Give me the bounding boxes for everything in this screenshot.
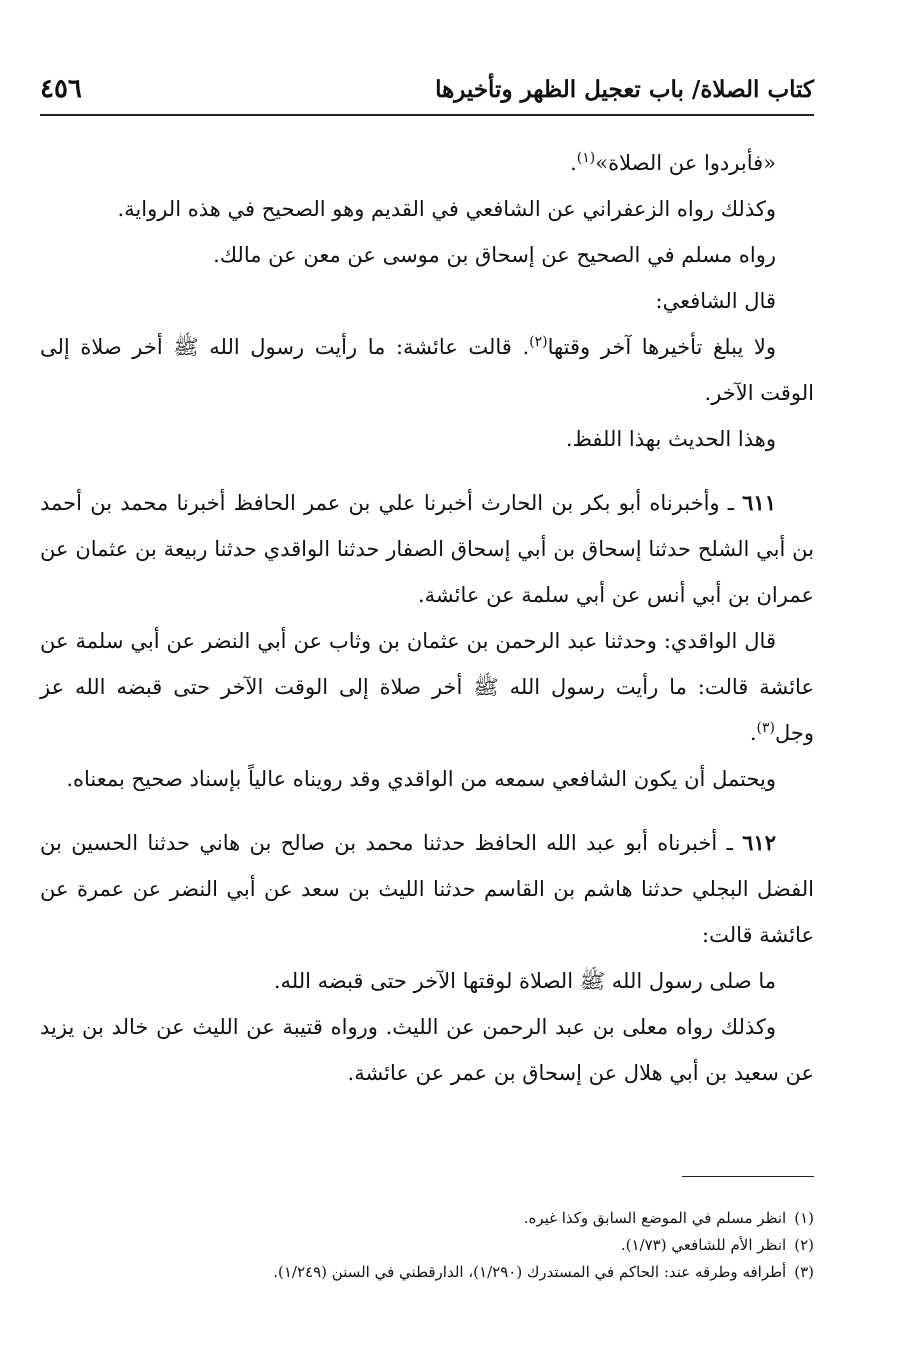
footnote-divider: [682, 1176, 814, 1177]
footnote-marker: (١): [794, 1209, 814, 1227]
page-number: ٤٥٦: [40, 74, 82, 104]
paragraph: ويحتمل أن يكون الشافعي سمعه من الواقدي وقد رويناه عالياً بإسناد صحيح بمعناه.: [66, 767, 776, 791]
main-text: [40, 140, 814, 1096]
hadith-number: ٦١١: [742, 490, 776, 515]
running-title: كتاب الصلاة/ باب تعجيل الظهر وتأخيرها: [435, 76, 814, 103]
footnote-ref: (٢): [529, 334, 548, 350]
footnotes: [40, 1205, 814, 1286]
footnote: (٣)أطرافه وطرقه عند: الحاكم في المستدرك (١/٢٩٠)، الدارقطني في السنن (١/٢٤٩).: [273, 1263, 814, 1281]
paragraph: وكذلك رواه الزعفراني عن الشافعي في القديم وهو الصحيح في هذه الرواية.: [117, 197, 776, 221]
footnote: (٢)انظر الأم للشافعي (١/٧٣).: [620, 1236, 814, 1254]
paragraph: «فأبردوا عن الصلاة»$^{(١)}$.: [570, 150, 776, 175]
hadith-612: ٦١٢ ـ أخبرناه أبو عبد الله الحافظ حدثنا محمد بن صالح بن هاني حدثنا الحسين بن الفضل البجلي حدثنا هاشم بن القاسم حدثنا الليث بن سعد عن أبي النضر عن عمرة عن عائشة قالت:: [40, 830, 814, 947]
footnote: (١)انظر مسلم في الموضع السابق وكذا غيره.: [523, 1209, 814, 1227]
paragraph: رواه مسلم في الصحيح عن إسحاق بن موسى عن معن عن مالك.: [213, 243, 776, 267]
paragraph: ولا يبلغ تأخيرها آخر وقتها$^{(٢)}$. قالت عائشة: ما رأيت رسول الله ﷺ أخر صلاة إلى الوقت الآخر.: [40, 334, 814, 405]
hadith-611: ٦١١ ـ وأخبرناه أبو بكر بن الحارث أخبرنا علي بن عمر الحافظ أخبرنا محمد بن أحمد بن أبي الشلح حدثنا إسحاق بن أبي إسحاق الصفار حدثنا الواقدي حدثنا ربيعة بن عثمان عن عمران بن أبي أنس عن أبي سلمة عن عائشة.: [40, 490, 814, 607]
paragraph: وكذلك رواه معلى بن عبد الرحمن عن الليث. ورواه قتيبة عن الليث عن خالد بن يزيد عن سعيد بن أبي هلال عن إسحاق بن عمر عن عائشة.: [40, 1015, 814, 1085]
footnote-ref: (٣): [756, 720, 775, 736]
footnote-marker: (٢): [794, 1236, 814, 1254]
paragraph: قال الواقدي: وحدثنا عبد الرحمن بن عثمان بن وثاب عن أبي النضر عن أبي سلمة عن عائشة قالت: ما رأيت رسول الله ﷺ أخر صلاة إلى الوقت الآخر حتى قبضه الله عز وجل$^{(٣)}$.: [40, 629, 814, 745]
footnote-marker: (٣): [794, 1263, 814, 1281]
page-header: [40, 70, 814, 116]
paragraph: قال الشافعي:: [655, 289, 776, 313]
paragraph: وهذا الحديث بهذا اللفظ.: [565, 427, 776, 451]
hadith-number: ٦١٢: [742, 830, 776, 855]
footnote-ref: (١): [576, 150, 596, 166]
paragraph: ما صلى رسول الله ﷺ الصلاة لوقتها الآخر حتى قبضه الله.: [273, 969, 776, 993]
